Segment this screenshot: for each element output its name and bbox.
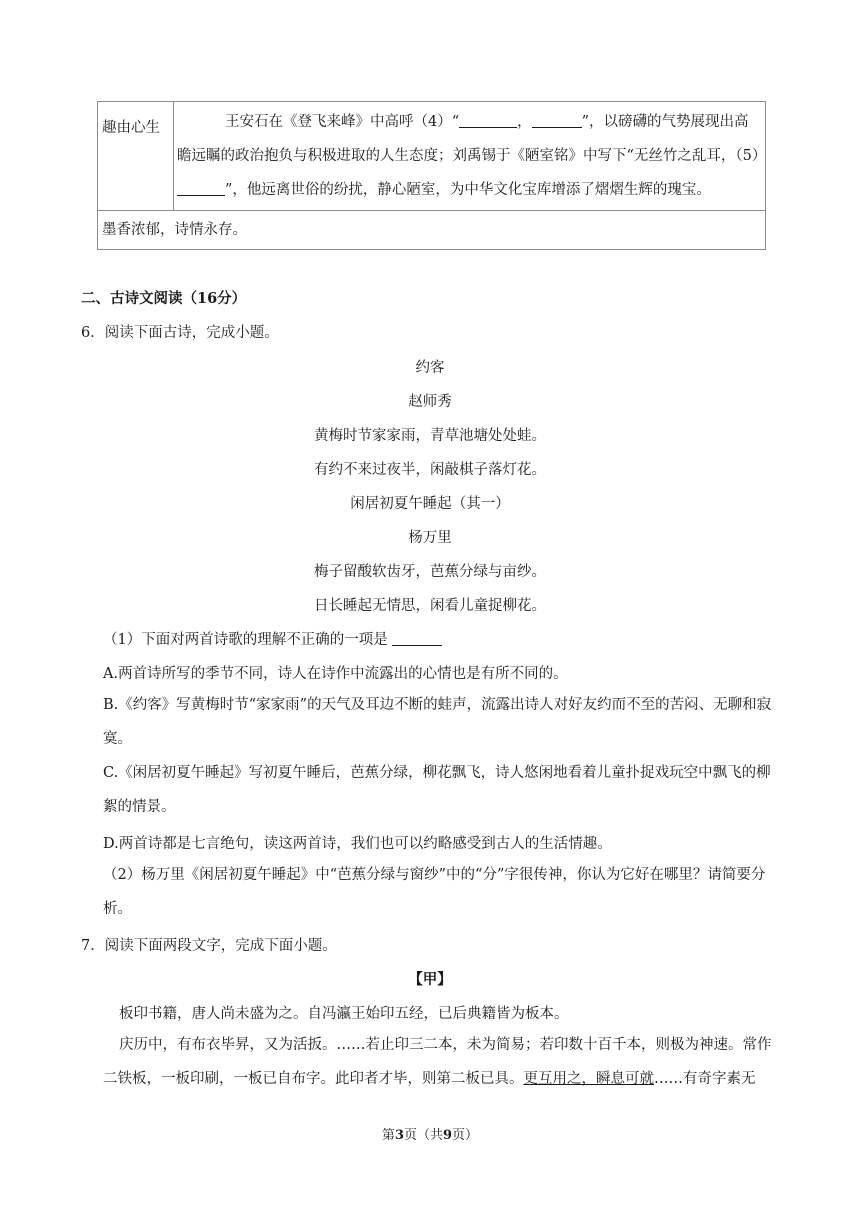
- answer-blank-4a[interactable]: [459, 113, 517, 128]
- option-a: A.两首诗所写的季节不同，诗人在诗作中流露出的心情也是有所不同的。: [103, 666, 568, 682]
- poem2-line: 梅子留酸软齿牙，芭蕉分绿与亩纱。: [314, 564, 546, 580]
- question-7-stem: 7．阅读下面两段文字，完成下面小题。: [81, 938, 337, 954]
- poem2-line: 日长睡起无情思，闲看儿童捉柳花。: [314, 598, 546, 614]
- option-b: B.《约客》写黄梅时节“家家雨”的天气及耳边不断的蛙声，流露出诗人对好友约而不至的苦闷、无聊和寂寞。: [103, 697, 772, 747]
- passage-label: 【甲】: [408, 971, 452, 988]
- passage-text: ……有奇字素无: [654, 1071, 756, 1087]
- footer-text: 页（共: [403, 1128, 443, 1143]
- subquestion-1-text: （1）下面对两首诗歌的理解不正确的一项是: [103, 632, 388, 648]
- poem1-line: 有约不来过夜半，闲敲棋子落灯花。: [314, 462, 546, 478]
- fill-text-a: 王安石在《登飞来峰》中高呼（4）“: [225, 114, 460, 130]
- answer-blank-5[interactable]: [177, 181, 225, 196]
- poem2-title: 闲居初夏午睡起（其一）: [350, 496, 510, 512]
- section-heading: 二、古诗文阅读（16分）: [81, 290, 247, 307]
- poem1-line: 黄梅时节家家雨，青草池塘处处蛙。: [314, 428, 546, 444]
- option-d: D.两首诗都是七言绝句，读这两首诗，我们也可以约略感受到古人的生活情趣。: [103, 836, 612, 852]
- fill-separator: ，: [517, 114, 532, 130]
- footer-text: 第: [381, 1128, 395, 1143]
- table-row: [98, 102, 765, 210]
- passage-text: 庆历中，有布衣毕昇，又为活扳。……若止印三二本，未为简易；若印数十百千本，则极为神速。常作二铁板，一板印刷，一板已自布字。此印者才毕，则第二板已具。: [103, 1037, 772, 1087]
- poem1-title: 约客: [415, 360, 445, 376]
- footer-text: 页）: [452, 1128, 479, 1143]
- question-6-stem: 6．阅读下面古诗，完成小题。: [81, 325, 279, 341]
- page-number: 3: [394, 1128, 404, 1143]
- table-row: [98, 210, 765, 249]
- subquestion-2: （2）杨万里《闲居初夏午睡起》中“芭蕉分绿与窗纱”中的“分”字很传神，你认为它好在哪里？请简要分析。: [103, 867, 766, 917]
- passage-paragraph: 板印书籍，唐人尚未盛为之。自冯瀛王始印五经，已后典籍皆为板本。: [119, 1006, 569, 1022]
- poem2-author: 杨万里: [408, 530, 452, 546]
- underlined-sentence: 更互用之，瞬息可就: [523, 1071, 654, 1087]
- subquestion-1: [103, 630, 442, 650]
- theme-table: [97, 101, 766, 250]
- poem1-author: 赵师秀: [408, 394, 452, 410]
- row-content: [174, 102, 765, 210]
- fill-text-c: ”，他远离世俗的纷扰，静心陋室，为中华文化宝库增添了熠熠生辉的瑰宝。: [225, 182, 711, 198]
- answer-blank-sub1[interactable]: [392, 631, 442, 646]
- row-closing-text: 墨香浓郁，诗情永存。: [102, 222, 247, 238]
- page-footer: [0, 1126, 860, 1146]
- total-pages: 9: [443, 1128, 453, 1143]
- fill-text-b: ”，以磅礴的气势展现出高瞻远瞩的政治抱负与积极进取的人生态度；刘禹锡于《陋室铭》中写下“无丝竹之乱耳，（5）: [177, 114, 767, 164]
- option-c: C.《闲居初夏午睡起》写初夏午睡后，芭蕉分绿，柳花飘飞，诗人悠闲地看着儿童扑捉戏玩空中飘飞的柳絮的情景。: [103, 765, 771, 815]
- passage-paragraph: [103, 1028, 780, 1096]
- row-label: 趣由心生: [98, 102, 174, 210]
- answer-blank-4b[interactable]: [532, 113, 582, 128]
